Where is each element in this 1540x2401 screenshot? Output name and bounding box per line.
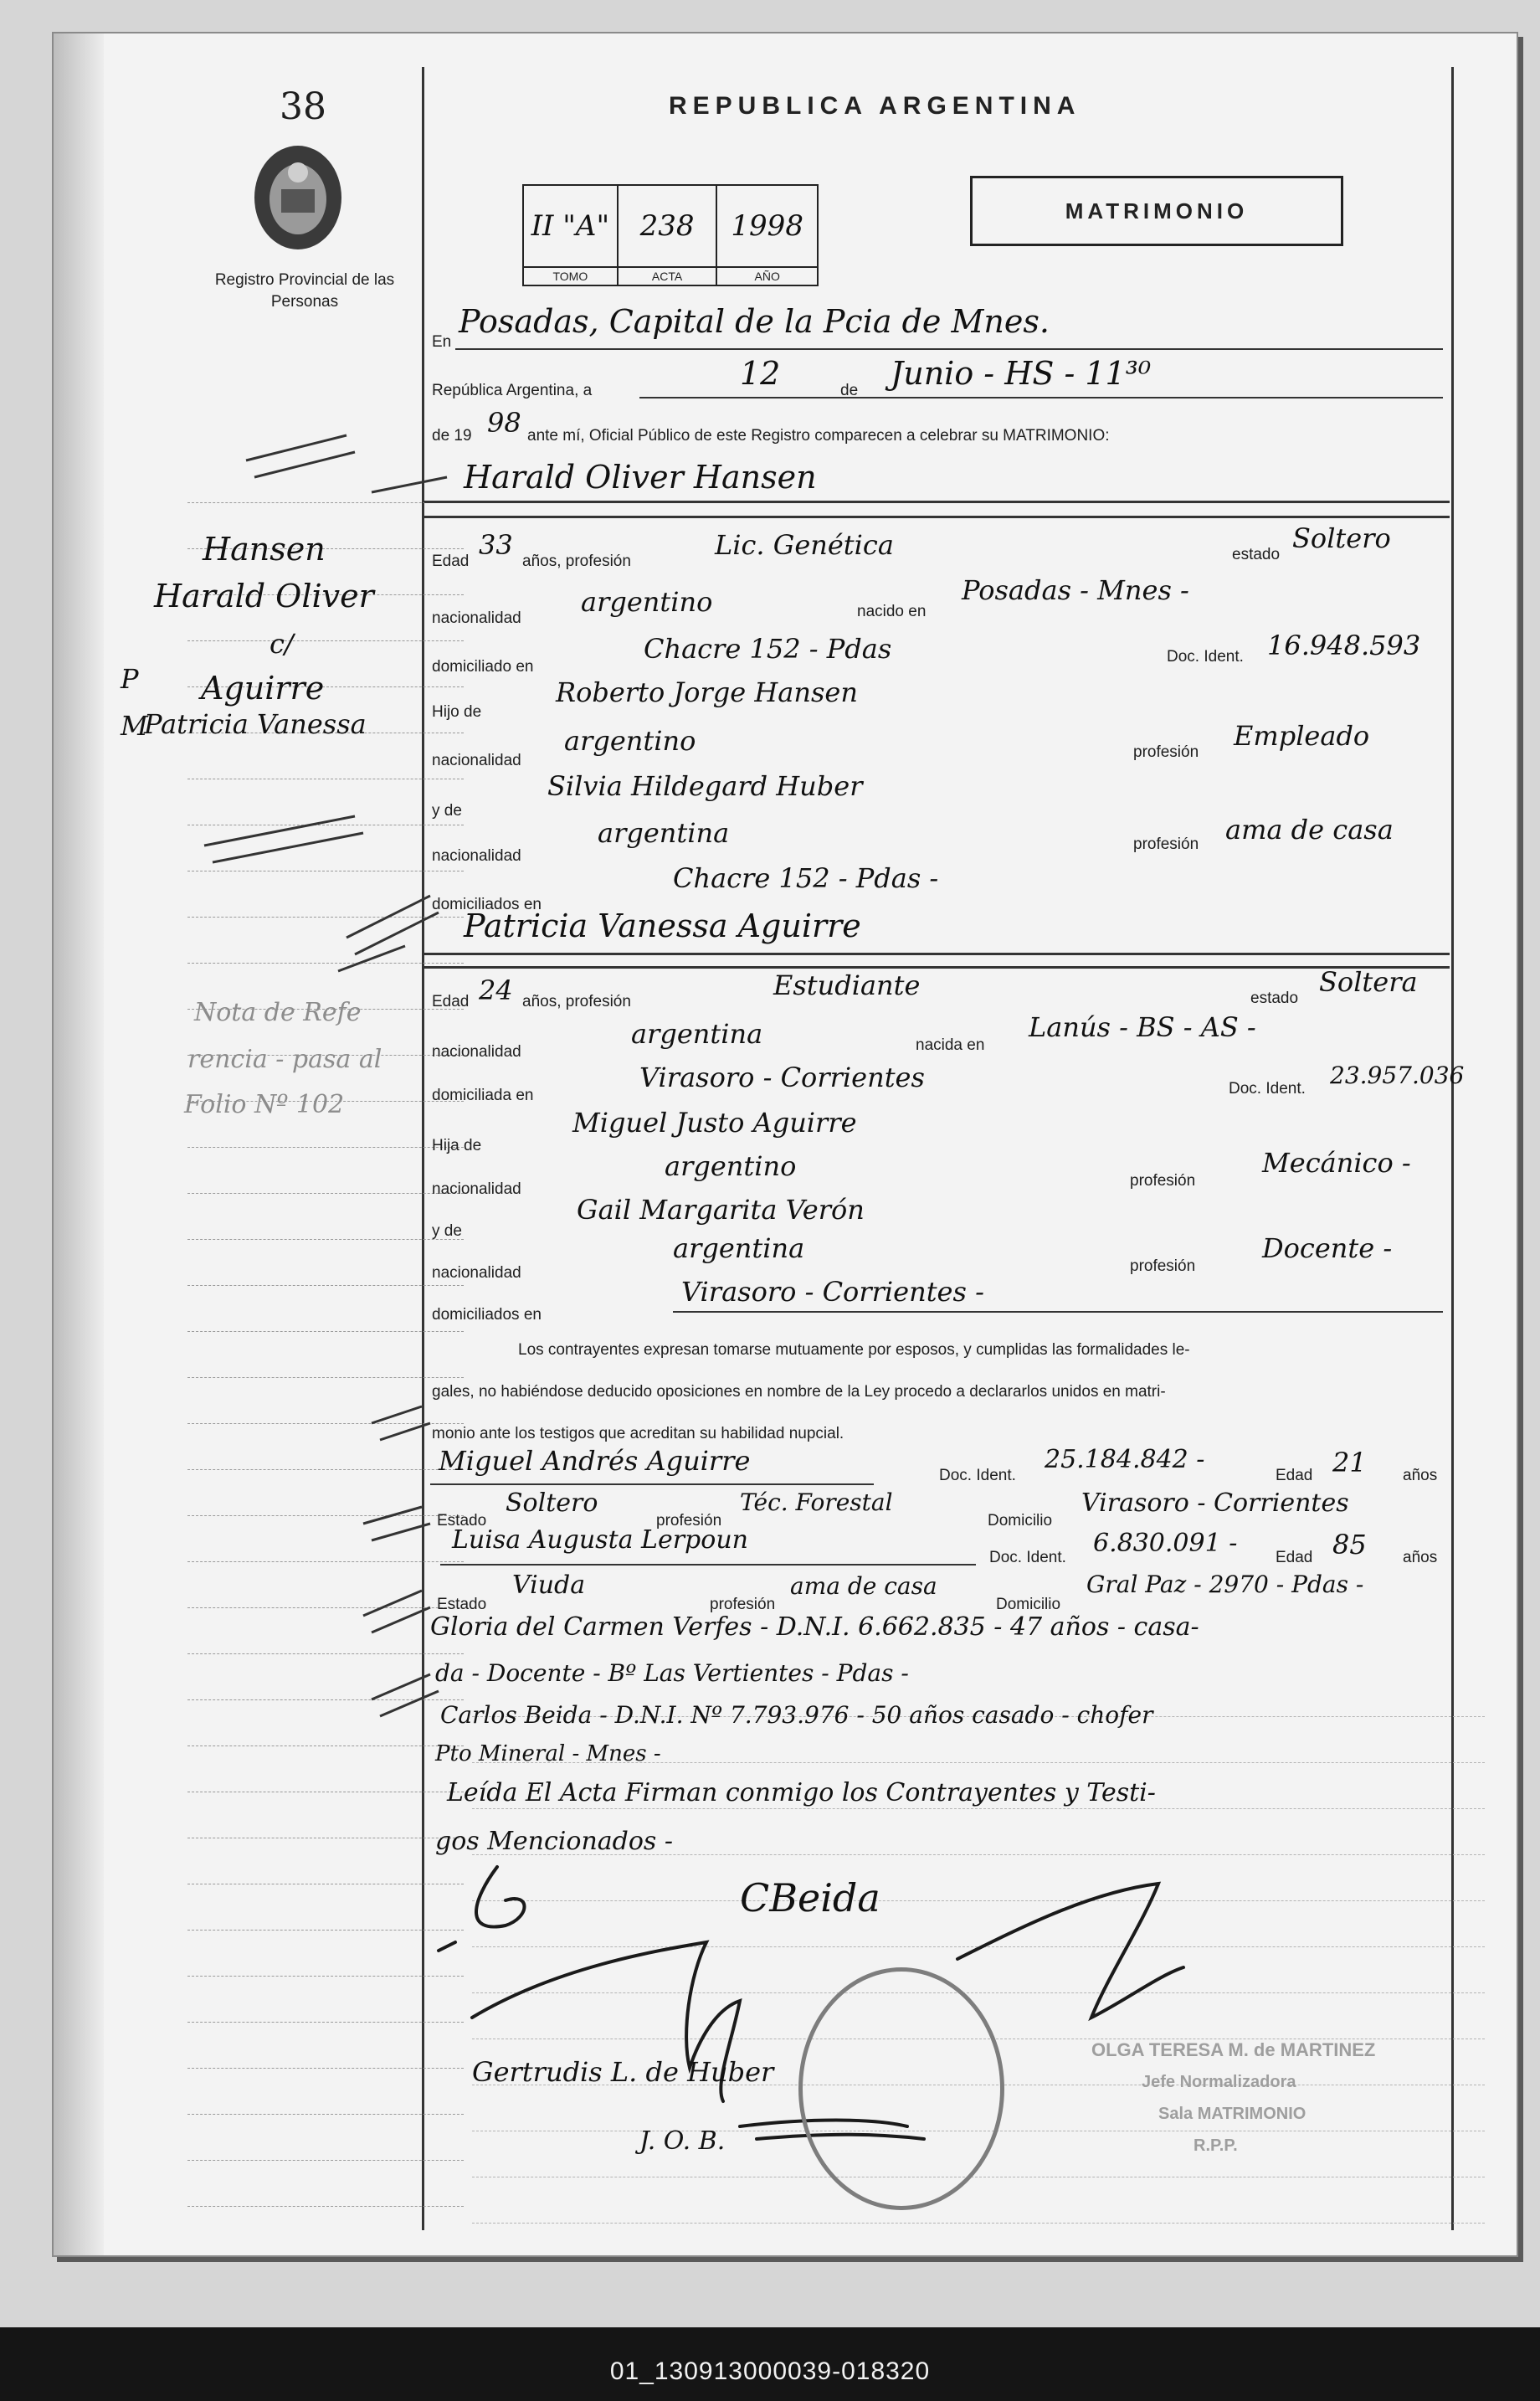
- registry-seal-stamp: [798, 1967, 1004, 2210]
- witness-2-doc-label: Doc. Ident.: [989, 1549, 1066, 1566]
- margin-note-line-3: Folio Nº 102: [184, 1090, 345, 1119]
- witness-1-prof-label: profesión: [656, 1512, 722, 1530]
- ano-value: 1998: [731, 209, 803, 243]
- bride-parents-dom-label: domiciliados en: [432, 1306, 542, 1324]
- groom-nacido-label: nacido en: [857, 603, 927, 620]
- witness-1-doc: 25.184.842 -: [1045, 1445, 1205, 1474]
- declaration-line-1: Los contrayentes expresan tomarse mutuamente por esposos, y cumplidas las formalidades le-: [518, 1341, 1190, 1359]
- day-handwritten: 12: [740, 355, 781, 392]
- bride-domicilio-label: domiciliada en: [432, 1087, 534, 1104]
- groom-mother-nationality: argentina: [598, 817, 730, 849]
- witness-1-age: 21: [1332, 1447, 1367, 1478]
- additional-line-4: Pto Mineral - Mnes -: [435, 1741, 661, 1766]
- witness-2-name: Luisa Augusta Lerpoun: [452, 1525, 748, 1555]
- groom-doc: 16.948.593: [1267, 630, 1421, 661]
- margin-note-line-2: rencia - pasa al: [187, 1045, 382, 1074]
- groom-estado: Soltero: [1292, 522, 1391, 554]
- additional-line-6: gos Mencionados -: [435, 1827, 673, 1856]
- bride-father-nac-label: nacionalidad: [432, 1180, 521, 1198]
- tomo-value: II "A": [531, 209, 610, 243]
- country-title: REPUBLICA ARGENTINA: [669, 92, 1081, 120]
- witness-2-edad-label: Edad: [1276, 1549, 1313, 1566]
- groom-address: Chacre 152 - Pdas: [644, 633, 892, 665]
- bride-nacida-label: nacida en: [916, 1036, 985, 1054]
- bride-address: Virasoro - Corrientes: [639, 1062, 925, 1093]
- bride-mother: Gail Margarita Verón: [577, 1194, 865, 1226]
- official-stamp-line-3: Sala MATRIMONIO: [1158, 2105, 1306, 2123]
- groom-nacionalidad-label: nacionalidad: [432, 609, 521, 627]
- witness-2-doc: 6.830.091 -: [1093, 1529, 1238, 1558]
- margin-con: c/: [270, 628, 294, 660]
- bride-hija-label: Hija de: [432, 1137, 482, 1154]
- place-handwritten: Posadas, Capital de la Pcia de Mnes.: [459, 303, 1050, 340]
- additional-line-1: Gloria del Carmen Verfes - D.N.I. 6.662.835 - 47 años - casa-: [430, 1612, 1199, 1642]
- signature-3: [957, 1884, 1183, 2018]
- witness-2-anos-label: años: [1403, 1549, 1438, 1566]
- groom-father: Roberto Jorge Hansen: [556, 676, 858, 708]
- year-prefix: de 19: [432, 427, 472, 445]
- bride-edad-label: Edad: [432, 993, 470, 1010]
- groom-doc-label: Doc. Ident.: [1167, 648, 1244, 666]
- groom-mother-nac-label: nacionalidad: [432, 847, 521, 865]
- bride-doc-label: Doc. Ident.: [1229, 1080, 1306, 1098]
- bride-nationality: argentina: [631, 1018, 763, 1050]
- groom-parents-address: Chacre 152 - Pdas -: [673, 862, 939, 894]
- groom-mother-prof-label: profesión: [1133, 835, 1199, 853]
- de-label: de: [840, 382, 859, 399]
- ano-label: AÑO: [717, 266, 817, 285]
- bride-nacionalidad-label: nacionalidad: [432, 1043, 521, 1061]
- witness-1-estado: Soltero: [506, 1488, 598, 1518]
- bride-profession: Estudiante: [773, 969, 921, 1001]
- bride-mother-nac-label: nacionalidad: [432, 1264, 521, 1282]
- declaration-line-3: monio ante los testigos que acreditan su habilidad nupcial.: [432, 1425, 844, 1442]
- groom-y-de-label: y de: [432, 802, 462, 820]
- groom-father-prof-label: profesión: [1133, 743, 1199, 761]
- year-handwritten: 98: [487, 407, 521, 439]
- bride-age: 24: [479, 974, 513, 1006]
- signature-beida: CBeida: [740, 1875, 880, 1920]
- bride-name: Patricia Vanessa Aguirre: [464, 907, 861, 944]
- bride-father-prof-label: profesión: [1130, 1172, 1196, 1190]
- witness-1-address: Virasoro - Corrientes: [1081, 1488, 1349, 1518]
- bride-father-profession: Mecánico -: [1262, 1147, 1411, 1179]
- additional-line-5: Leída El Acta Firman conmigo los Contrayentes y Testi-: [447, 1778, 1156, 1807]
- bride-y-de-label: y de: [432, 1222, 462, 1240]
- groom-nationality: argentino: [581, 586, 713, 618]
- witness-1-estado-label: Estado: [437, 1512, 487, 1530]
- signature-1: [439, 1867, 525, 1951]
- official-stamp-line-1: OLGA TERESA M. de MARTINEZ: [1091, 2039, 1376, 2060]
- witness-1-anos-label: años: [1403, 1467, 1438, 1484]
- bride-mother-profession: Docente -: [1262, 1232, 1393, 1264]
- margin-bride-first: Patricia Vanessa: [144, 708, 367, 740]
- ceremony-text: ante mí, Oficial Público de este Registro comparecen a celebrar su MATRIMONIO:: [527, 427, 1110, 445]
- groom-father-nationality: argentino: [564, 725, 696, 757]
- bride-parents-address: Virasoro - Corrientes -: [681, 1276, 984, 1308]
- margin-note-line-1: Nota de Refe: [194, 998, 362, 1027]
- witness-2-estado-label: Estado: [437, 1596, 487, 1613]
- official-stamp-line-4: R.P.P.: [1194, 2136, 1238, 2155]
- groom-father-profession: Empleado: [1234, 720, 1370, 752]
- bride-father-nationality: argentino: [665, 1150, 797, 1182]
- tomo-label: TOMO: [524, 266, 617, 285]
- registry-name: Registro Provincial de las Personas: [214, 271, 395, 311]
- groom-estado-label: estado: [1232, 546, 1281, 563]
- groom-name: Harald Oliver Hansen: [464, 459, 817, 496]
- image-id-caption: 01_130913000039-018320: [609, 2357, 931, 2385]
- witness-1-doc-label: Doc. Ident.: [939, 1467, 1016, 1484]
- groom-birthplace: Posadas - Mnes -: [962, 574, 1189, 606]
- register-page: [52, 32, 1518, 2257]
- witness-2-estado: Viuda: [512, 1571, 586, 1600]
- witness-1-profession: Téc. Forestal: [740, 1488, 893, 1516]
- groom-mother-profession: ama de casa: [1225, 814, 1394, 846]
- official-stamp-line-2: Jefe Normalizadora: [1142, 2073, 1296, 2091]
- bride-mother-nationality: argentina: [673, 1232, 805, 1264]
- witness-2-address: Gral Paz - 2970 - Pdas -: [1086, 1571, 1364, 1598]
- witness-2-age: 85: [1332, 1529, 1367, 1560]
- witness-2-domicilio-label: Domicilio: [996, 1596, 1061, 1613]
- groom-hijo-label: Hijo de: [432, 703, 482, 721]
- signature-gertrudis: Gertrudis L. de Huber: [472, 2056, 774, 2088]
- groom-anos-label: años, profesión: [522, 553, 631, 570]
- bride-mother-prof-label: profesión: [1130, 1257, 1196, 1275]
- month-handwritten: Junio - HS - 11³⁰: [891, 355, 1152, 392]
- en-label: En: [432, 333, 452, 351]
- bride-anos-label: años, profesión: [522, 993, 631, 1010]
- bride-birthplace: Lanús - BS - AS -: [1029, 1011, 1256, 1043]
- signature-initials: J. O. B.: [639, 2126, 726, 2156]
- document-type-box: MATRIMONIO: [970, 176, 1343, 246]
- groom-edad-label: Edad: [432, 553, 470, 570]
- acta-value: 238: [639, 209, 695, 243]
- page-number: 38: [280, 85, 326, 128]
- witness-1-name: Miguel Andrés Aguirre: [439, 1445, 751, 1477]
- witness-1-domicilio-label: Domicilio: [988, 1512, 1053, 1530]
- margin-mark-m: M: [121, 710, 148, 742]
- margin-groom-name: Harald Oliver: [154, 578, 374, 614]
- groom-mother: Silvia Hildegard Huber: [547, 770, 863, 802]
- groom-father-nac-label: nacionalidad: [432, 752, 521, 769]
- additional-line-3: Carlos Beida - D.N.I. Nº 7.793.976 - 50 años casado - chofer: [440, 1701, 1153, 1729]
- margin-mark-p: P: [121, 663, 139, 695]
- witness-2-profession: ama de casa: [790, 1572, 937, 1600]
- groom-parents-dom-label: domiciliados en: [432, 896, 542, 913]
- republica-label: República Argentina, a: [432, 382, 593, 399]
- witness-1-edad-label: Edad: [1276, 1467, 1313, 1484]
- bride-father: Miguel Justo Aguirre: [572, 1107, 857, 1139]
- bride-estado-label: estado: [1250, 990, 1299, 1007]
- acta-label: ACTA: [619, 266, 716, 285]
- additional-line-2: da - Docente - Bº Las Vertientes - Pdas -: [435, 1659, 909, 1687]
- groom-domicilio-label: domiciliado en: [432, 658, 534, 676]
- bride-estado: Soltera: [1319, 966, 1418, 998]
- margin-surname: Hansen: [203, 531, 326, 568]
- declaration-line-2: gales, no habiéndose deducido oposiciones en nombre de la Ley procedo a declararlos unidos en matri-: [432, 1383, 1166, 1401]
- bride-doc: 23.957.036: [1330, 1062, 1465, 1089]
- witness-2-prof-label: profesión: [710, 1596, 776, 1613]
- margin-bride-surname: Aguirre: [201, 670, 325, 707]
- groom-age: 33: [479, 529, 513, 561]
- groom-profession: Lic. Genética: [715, 529, 894, 561]
